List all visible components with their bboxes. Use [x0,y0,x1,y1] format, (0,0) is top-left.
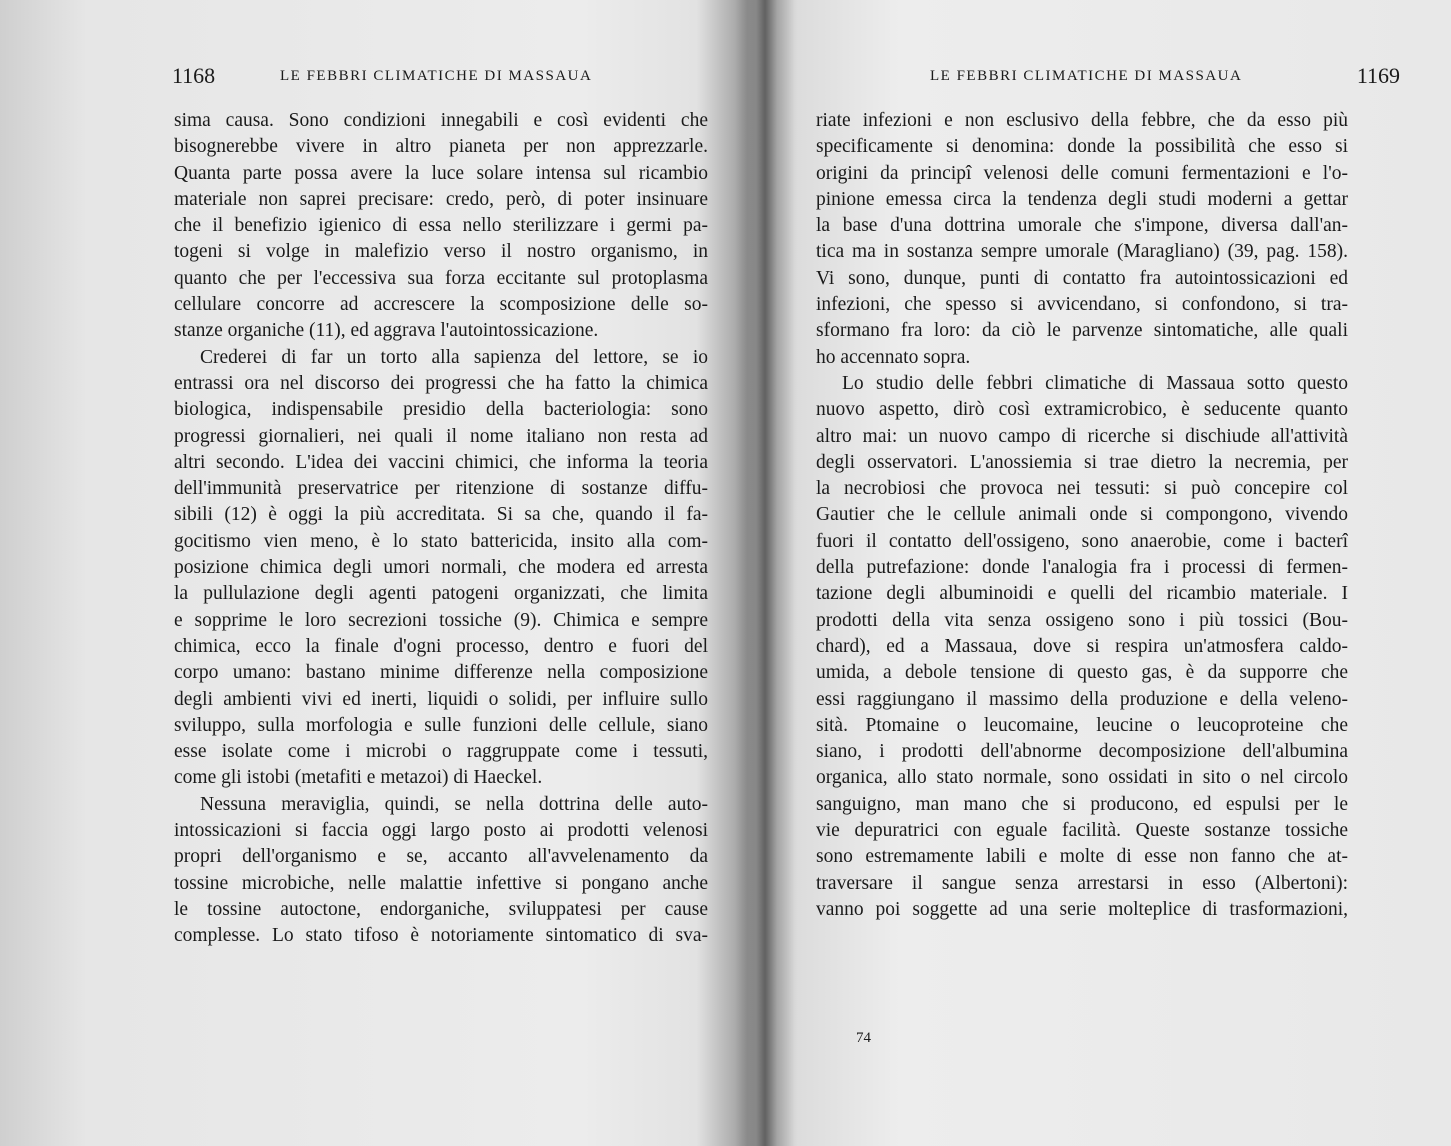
text-line: entrassi ora nel discorso dei progressi che ha fatto la chimica [174,372,708,394]
text-line: Crederei di far un torto alla sapienza del lettore, se io [200,346,708,368]
text-line: quanto che per l'eccessiva sua forza eccitante sul protoplasma [174,267,708,289]
text-line: togeni si volge in malefizio verso il nostro organismo, in [174,241,708,263]
text-line: bisognerebbe vivere in altro pianeta per non apprezzarle. [174,136,708,158]
text-line: Vi sono, dunque, punti di contatto fra autointossicazioni ed [816,267,1348,289]
right-body-text [816,108,1348,923]
text-line: sibili (12) è oggi la più accreditata. Si sa che, quando il fa- [174,504,708,526]
text-line: ho accennato sopra. [816,346,971,368]
text-line: traversare il sangue senza arrestarsi in esso (Albertoni): [816,872,1348,894]
text-line: la base d'una dottrina umorale che s'impone, diversa dall'an- [816,215,1348,237]
text-line: sima causa. Sono condizioni innegabili e così evidenti che [174,110,708,131]
text-line: chard), ed a Massaua, dove si respira un'atmosfera caldo- [816,635,1348,657]
text-line: organica, allo stato normale, sono ossidati in sito o nel circolo [816,767,1348,789]
text-line: esse isolate come i microbi o raggruppate come i tessuti, [174,741,708,763]
text-line: umida, a debole tensione di questo gas, è da supporre che [816,662,1348,684]
left-header-title: LE FEBBRI CLIMATICHE DI MASSAUA [280,68,593,84]
right-header-title: LE FEBBRI CLIMATICHE DI MASSAUA [930,68,1243,84]
text-line: stanze organiche (11), ed aggrava l'autointossicazione. [174,320,599,342]
text-line: Lo studio delle febbri climatiche di Massaua sotto questo [842,372,1348,394]
text-line: pinione emessa circa la tendenza degli studi moderni a gettar [816,188,1348,210]
text-line: della putrefazione: donde l'analogia fra i processi di fermen- [816,557,1348,579]
text-line: degli ambienti vivi ed inerti, liquidi o solidi, per influire sullo [174,688,708,710]
text-line: riate infezioni e non esclusivo della febbre, che da esso più [816,110,1348,131]
left-page-number: 1168 [172,63,216,88]
text-line: infezioni, che spesso si avvicendano, si confondono, si tra- [816,294,1348,316]
text-line: sono estremamente labili e molte di esse non fanno che at- [816,846,1348,868]
text-line: tazione degli albuminoidi e quelli del ricambio materiale. I [816,583,1348,605]
text-line: le tossine autoctone, endorganiche, sviluppatesi per cause [174,898,708,920]
text-line: dell'immunità preservatrice per ritenzione di sostanze diffu- [174,478,708,500]
text-line: sanguigno, man mano che si producono, ed espulsi per le [816,793,1348,815]
text-line: Gautier che le cellule animali onde si compongono, vivendo [816,504,1348,526]
text-line: propri dell'organismo e se, accanto all'avvelenamento da [174,846,708,868]
text-line: tossine microbiche, nelle malattie infettive si pongano anche [174,872,708,894]
text-line: progressi giornalieri, nei quali il nome italiano non resta ad [174,425,708,447]
text-line: cellulare concorre ad accrescere la scomposizione delle so- [174,294,708,316]
text-line: tica ma in sostanza sempre umorale (Maragliano) (39, pag. 158). [816,241,1348,263]
text-line: vanno poi soggette ad una serie molteplice di trasformazioni, [816,898,1348,920]
text-line: complesse. Lo stato tifoso è notoriamente sintomatico di sva- [174,925,708,947]
text-line: degli osservatori. L'anossiemia si trae dietro la necremia, per [816,451,1348,473]
text-line: materiale non saprei precisare: credo, però, di poter insinuare [174,188,708,210]
text-line: origini da principî velenosi delle comuni fermentazioni e l'o- [816,162,1348,184]
text-line: sformano fra loro: da ciò le parvenze sintomatiche, alle quali [816,320,1348,342]
text-line: prodotti della vita senza ossigeno sono i più tossici (Bou- [816,609,1348,631]
right-page-number: 1169 [1356,63,1400,88]
text-line: gocitismo vien meno, è lo stato battericida, insito alla com- [174,530,708,552]
text-line: chimica, ecco la finale d'ogni processo, dentro e fuori del [174,635,708,657]
text-line: vie depuratrici con eguale facilità. Queste sostanze tossiche [816,820,1348,842]
text-line: Nessuna meraviglia, quindi, se nella dottrina delle auto- [200,793,708,815]
text-line: posizione chimica degli umori normali, che modera ed arresta [174,557,708,579]
signature-mark: 74 [856,1030,871,1046]
text-line: fuori il contatto dell'ossigeno, sono anaerobie, come i bacterî [816,530,1348,552]
text-line: essi raggiungano il massimo della produzione e della veleno- [816,688,1348,710]
text-line: sviluppo, sulla morfologia e sulle funzioni delle cellule, siano [174,714,708,736]
text-line: che il benefizio igienico di essa nello sterilizzare i germi pa- [174,215,708,237]
text-line: come gli istobi (metafiti e metazoi) di Haeckel. [174,767,543,789]
text-line: specificamente si denomina: donde la possibilità che esso si [816,136,1348,158]
left-body-text [174,108,708,950]
text-line: siano, i prodotti dell'abnorme decomposizione dell'albumina [816,741,1348,763]
text-line: sità. Ptomaine o leucomaine, leucine o leucoproteine che [816,714,1348,736]
text-line: biologica, indispensabile presidio della bacteriologia: sono [174,399,708,421]
text-line: Quanta parte possa avere la luce solare intensa sul ricambio [174,162,708,184]
text-line: altri secondo. L'idea dei vaccini chimici, che informa la teoria [174,451,708,473]
text-line: intossicazioni si faccia oggi largo posto ai prodotti velenosi [174,820,708,842]
text-line: la pullulazione degli agenti patogeni organizzati, che limita [174,583,708,605]
text-line: la necrobiosi che provoca nei tessuti: si può concepire col [816,478,1348,500]
text-line: corpo umano: bastano minime differenze nella composizione [174,662,708,684]
text-line: altro mai: un nuovo campo di ricerche si dischiude all'attività [816,425,1348,447]
right-page [760,0,1451,1146]
text-line: e sopprime le loro secrezioni tossiche (9). Chimica e sempre [174,609,708,631]
text-line: nuovo aspetto, dirò così extramicrobico, è seducente quanto [816,399,1348,421]
